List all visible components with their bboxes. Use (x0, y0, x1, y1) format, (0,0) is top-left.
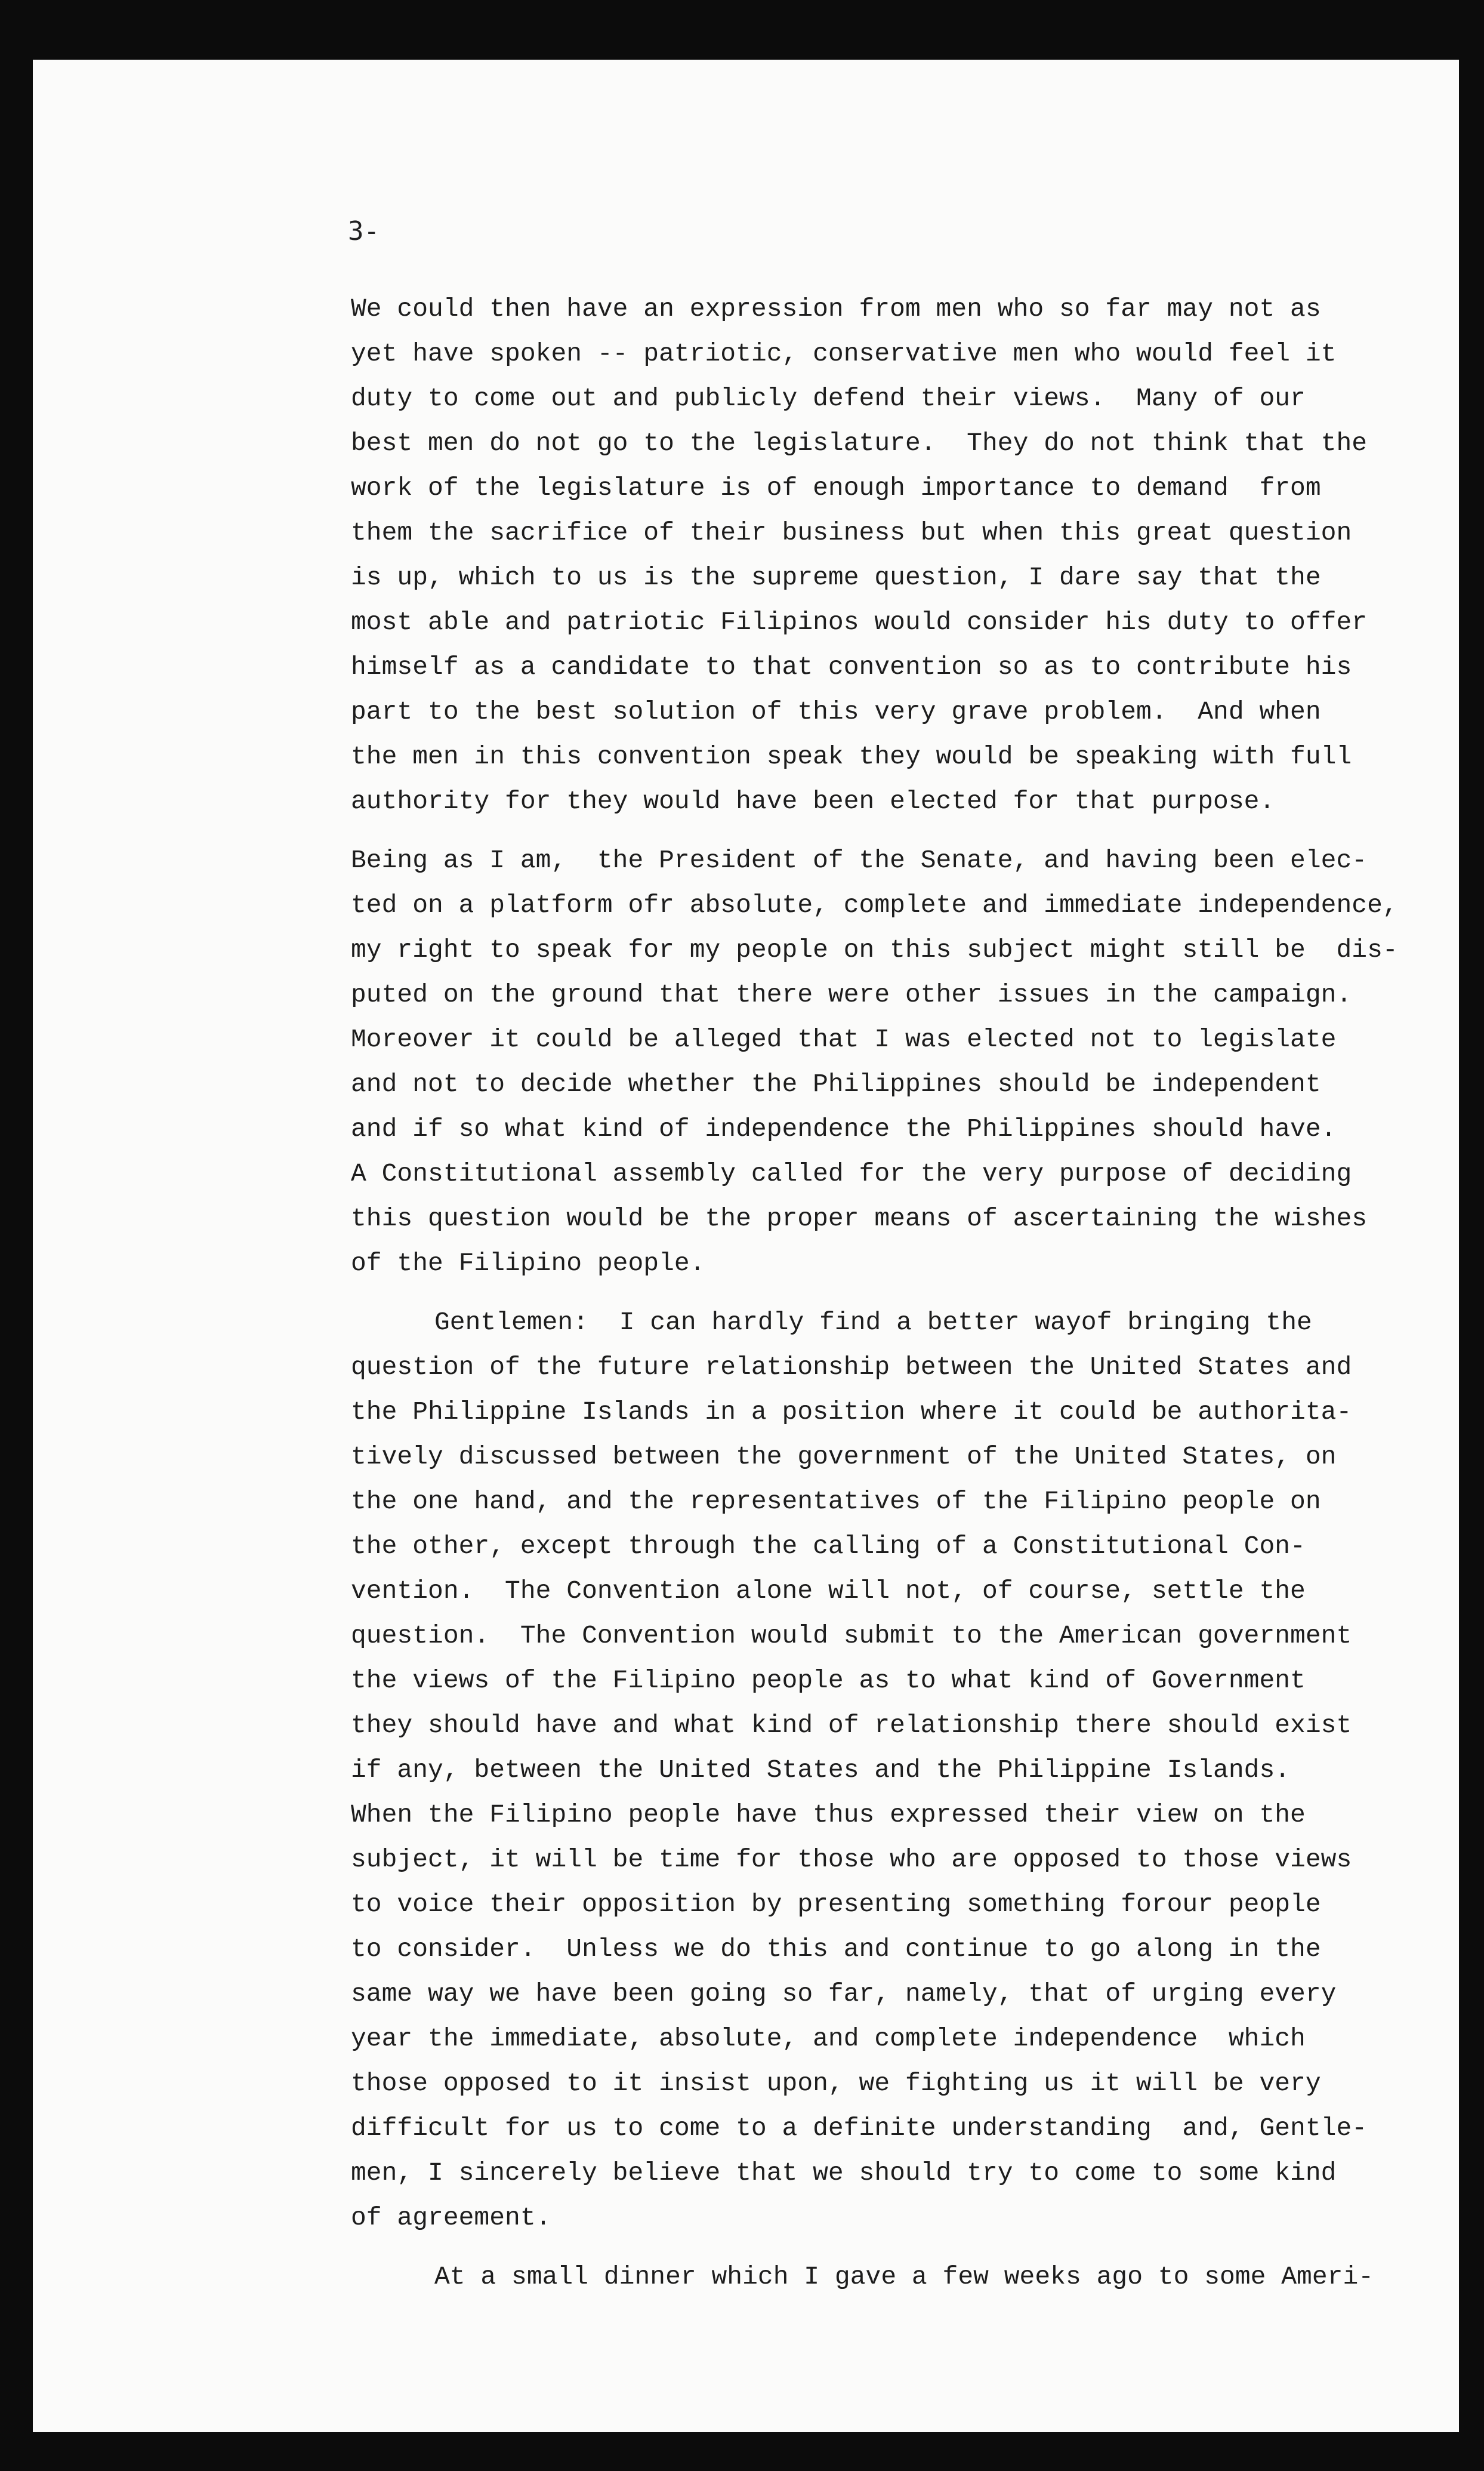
text-line: tively discussed between the government of the United States, on (351, 1442, 1337, 1471)
text-line: Being as I am, the President of the Senate, and having been elec- (351, 846, 1368, 875)
text-line: the views of the Filipino people as to what kind of Government (351, 1666, 1306, 1695)
text-line: same way we have been going so far, namely, that of urging every (351, 1979, 1337, 2008)
text-line: year the immediate, absolute, and complete independence which (351, 2024, 1306, 2053)
text-line: yet have spoken -- patriotic, conservative men who would feel it (351, 339, 1337, 368)
text-line: those opposed to it insist upon, we fighting us it will be very (351, 2069, 1321, 2098)
text-line: most able and patriotic Filipinos would consider his duty to offer (351, 608, 1368, 637)
text-line: if any, between the United States and the Philippine Islands. (351, 1755, 1291, 1785)
text-line: them the sacrifice of their business but when this great question (351, 518, 1352, 547)
text-line: the men in this convention speak they would be speaking with full (351, 742, 1352, 771)
text-line: When the Filipino people have thus expressed their view on the (351, 1800, 1306, 1829)
text-line: to consider. Unless we do this and continue to go along in the (351, 1934, 1321, 1964)
paragraph (351, 286, 1377, 824)
paragraph (351, 1300, 1377, 2240)
text-line: men, I sincerely believe that we should try to come to some kind (351, 2158, 1337, 2187)
text-line: subject, it will be time for those who are opposed to those views (351, 1845, 1352, 1874)
text-line: We could then have an expression from men who so far may not as (351, 294, 1321, 323)
text-line: and if so what kind of independence the Philippines should have. (351, 1114, 1337, 1144)
text-line: and not to decide whether the Philippines should be independent (351, 1070, 1321, 1099)
text-line: the Philippine Islands in a position where it could be authorita- (351, 1397, 1352, 1426)
text-line: duty to come out and publicly defend their views. Many of our (351, 384, 1306, 413)
text-line: himself as a candidate to that convention so as to contribute his (351, 652, 1352, 682)
text-line: is up, which to us is the supreme question, I dare say that the (351, 563, 1321, 592)
paragraph (351, 2254, 1377, 2299)
text-line: part to the best solution of this very grave problem. And when (351, 697, 1321, 726)
text-line: A Constitutional assembly called for the very purpose of deciding (351, 1159, 1352, 1188)
document-page (33, 60, 1459, 2432)
text-line: this question would be the proper means of ascertaining the wishes (351, 1204, 1368, 1233)
text-line: the one hand, and the representatives of the Filipino people on (351, 1487, 1321, 1516)
text-line: question. The Convention would submit to the American government (351, 1621, 1352, 1650)
text-line: question of the future relationship between the United States and (351, 1352, 1352, 1382)
page-number: 3- (348, 216, 380, 247)
paragraph (351, 838, 1398, 1286)
text-line: puted on the ground that there were other issues in the campaign. (351, 980, 1352, 1009)
typed-letter-body (351, 286, 1398, 2313)
text-line: Gentlemen: I can hardly find a better wayof bringing the (434, 1308, 1312, 1337)
text-line: the other, except through the calling of a Constitutional Con- (351, 1532, 1306, 1561)
text-line: At a small dinner which I gave a few weeks ago to some Ameri- (434, 2262, 1374, 2291)
text-line: Moreover it could be alleged that I was elected not to legislate (351, 1025, 1337, 1054)
text-line: work of the legislature is of enough importance to demand from (351, 473, 1321, 503)
text-line: to voice their opposition by presenting something forour people (351, 1890, 1321, 1919)
text-line: my right to speak for my people on this subject might still be dis- (351, 935, 1398, 965)
text-line: of the Filipino people. (351, 1249, 705, 1278)
text-line: vention. The Convention alone will not, of course, settle the (351, 1576, 1306, 1606)
text-line: authority for they would have been elected for that purpose. (351, 787, 1275, 816)
text-line: difficult for us to come to a definite understanding and, Gentle- (351, 2113, 1368, 2143)
text-line: best men do not go to the legislature. They do not think that the (351, 429, 1368, 458)
text-line: they should have and what kind of relationship there should exist (351, 1711, 1352, 1740)
text-line: ted on a platform ofr absolute, complete and immediate independence, (351, 891, 1398, 920)
text-line: of agreement. (351, 2203, 551, 2232)
